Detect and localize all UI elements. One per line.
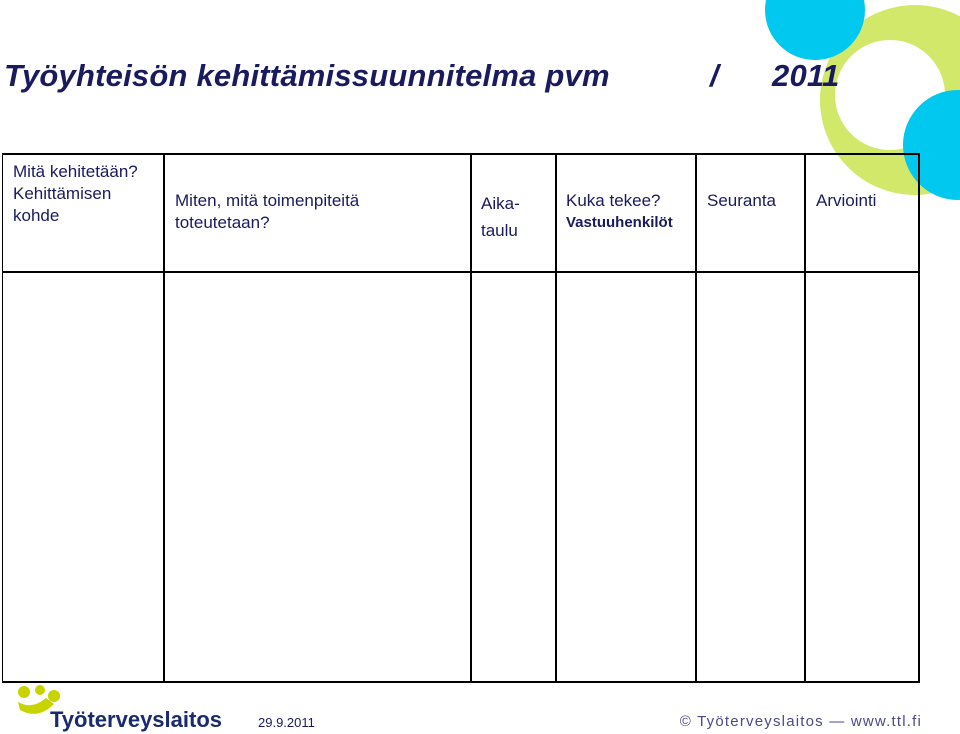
header-col6: Arviointi [816,191,877,210]
col2-line2: toteutetaan? [175,213,270,232]
header-col4 [566,190,673,234]
logo-text: Työterveyslaitos [50,707,223,732]
title-year: 2011 [772,58,840,93]
title-slash: / [710,58,719,93]
footer-date: 29.9.2011 [258,715,315,730]
logo [14,684,223,732]
col1-question: Mitä kehitetään? [13,162,138,181]
header-col2 [175,190,359,234]
column-divider-4 [695,155,697,681]
column-divider-5 [804,155,806,681]
col3-line2: taulu [481,221,518,240]
col4-line1: Kuka tekee? [566,191,661,210]
header-divider [3,271,918,273]
col4-line2: Vastuuhenkilöt [566,214,673,231]
header-col5: Seuranta [707,191,776,210]
column-divider-1 [163,155,165,681]
header-col1 [13,161,138,227]
col3-line1: Aika- [481,194,520,213]
title-main: Työyhteisön kehittämissuunnitelma pvm [4,58,610,93]
column-divider-2 [470,155,472,681]
col2-line1: Miten, mitä toimenpiteitä [175,191,360,210]
page-title [4,58,840,94]
column-divider-3 [555,155,557,681]
header-col3 [481,190,520,244]
plan-table [2,153,920,683]
col1-label-line2: kohde [13,206,60,225]
footer-copyright: © Työterveyslaitos — www.ttl.fi [679,713,922,730]
col1-label-line1: Kehittämisen [13,184,112,203]
